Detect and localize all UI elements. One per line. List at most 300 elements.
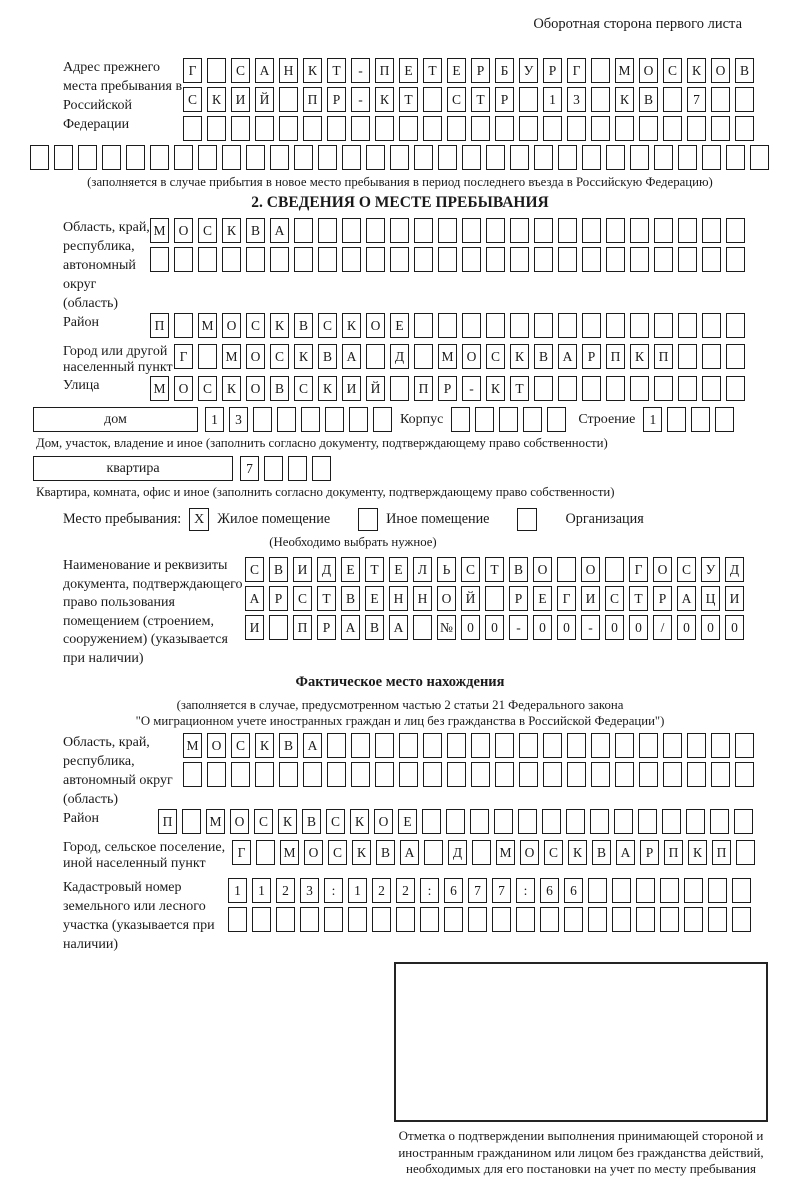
char-cell[interactable] xyxy=(423,87,442,112)
char-cell[interactable]: Р xyxy=(543,58,562,83)
char-cell[interactable]: 0 xyxy=(557,615,576,640)
char-cell[interactable] xyxy=(468,907,487,932)
char-cell[interactable] xyxy=(591,762,610,787)
char-cell[interactable] xyxy=(472,840,491,865)
char-cell[interactable] xyxy=(518,809,537,834)
char-cell[interactable] xyxy=(420,907,439,932)
char-cell[interactable]: П xyxy=(654,344,673,369)
char-cell[interactable] xyxy=(438,247,457,272)
char-cell[interactable]: № xyxy=(437,615,456,640)
char-cell[interactable] xyxy=(702,247,721,272)
char-cell[interactable] xyxy=(246,145,265,170)
char-cell[interactable] xyxy=(150,247,169,272)
char-cell[interactable] xyxy=(564,907,583,932)
char-cell[interactable]: Г xyxy=(629,557,648,582)
char-cell[interactable] xyxy=(636,878,655,903)
char-cell[interactable] xyxy=(732,878,751,903)
char-cell[interactable] xyxy=(451,407,470,432)
char-cell[interactable]: А xyxy=(616,840,635,865)
char-cell[interactable] xyxy=(684,907,703,932)
char-cell[interactable] xyxy=(566,809,585,834)
char-cell[interactable] xyxy=(413,615,432,640)
char-cell[interactable]: 2 xyxy=(372,878,391,903)
char-cell[interactable] xyxy=(264,456,283,481)
char-cell[interactable] xyxy=(726,145,745,170)
char-cell[interactable] xyxy=(735,116,754,141)
char-cell[interactable]: С xyxy=(246,313,265,338)
char-cell[interactable]: К xyxy=(352,840,371,865)
char-cell[interactable] xyxy=(702,344,721,369)
char-cell[interactable]: С xyxy=(447,87,466,112)
char-cell[interactable]: К xyxy=(255,733,274,758)
char-cell[interactable]: С xyxy=(270,344,289,369)
char-cell[interactable]: 0 xyxy=(485,615,504,640)
char-cell[interactable] xyxy=(567,762,586,787)
char-cell[interactable] xyxy=(558,313,577,338)
char-cell[interactable]: А xyxy=(677,586,696,611)
char-cell[interactable] xyxy=(606,376,625,401)
char-cell[interactable]: К xyxy=(303,58,322,83)
char-cell[interactable]: Т xyxy=(399,87,418,112)
char-cell[interactable] xyxy=(438,145,457,170)
char-cell[interactable]: У xyxy=(519,58,538,83)
char-cell[interactable]: 1 xyxy=(543,87,562,112)
char-cell[interactable] xyxy=(630,247,649,272)
char-cell[interactable]: О xyxy=(520,840,539,865)
char-cell[interactable] xyxy=(222,247,241,272)
char-cell[interactable]: 7 xyxy=(687,87,706,112)
char-cell[interactable] xyxy=(534,218,553,243)
char-cell[interactable] xyxy=(708,878,727,903)
char-cell[interactable]: О xyxy=(230,809,249,834)
char-cell[interactable]: С xyxy=(677,557,696,582)
char-cell[interactable] xyxy=(318,247,337,272)
char-cell[interactable] xyxy=(495,116,514,141)
char-cell[interactable]: Д xyxy=(317,557,336,582)
char-cell[interactable]: Г xyxy=(567,58,586,83)
char-cell[interactable]: П xyxy=(712,840,731,865)
char-cell[interactable]: Е xyxy=(365,586,384,611)
char-cell[interactable] xyxy=(591,116,610,141)
char-cell[interactable] xyxy=(711,733,730,758)
char-cell[interactable] xyxy=(614,809,633,834)
char-cell[interactable] xyxy=(534,376,553,401)
char-cell[interactable] xyxy=(591,58,610,83)
char-cell[interactable]: 1 xyxy=(348,878,367,903)
char-cell[interactable] xyxy=(30,145,49,170)
char-cell[interactable]: К xyxy=(207,87,226,112)
char-cell[interactable]: Н xyxy=(389,586,408,611)
char-cell[interactable]: 1 xyxy=(228,878,247,903)
char-cell[interactable]: 2 xyxy=(276,878,295,903)
char-cell[interactable] xyxy=(534,247,553,272)
char-cell[interactable]: Б xyxy=(495,58,514,83)
char-cell[interactable] xyxy=(414,218,433,243)
char-cell[interactable]: Т xyxy=(423,58,442,83)
char-cell[interactable] xyxy=(207,58,226,83)
char-cell[interactable]: В xyxy=(365,615,384,640)
char-cell[interactable] xyxy=(366,247,385,272)
char-cell[interactable] xyxy=(231,762,250,787)
char-cell[interactable] xyxy=(423,733,442,758)
char-cell[interactable] xyxy=(605,557,624,582)
char-cell[interactable]: М xyxy=(222,344,241,369)
char-cell[interactable]: С xyxy=(318,313,337,338)
char-cell[interactable]: 0 xyxy=(533,615,552,640)
char-cell[interactable] xyxy=(183,762,202,787)
char-cell[interactable] xyxy=(558,218,577,243)
char-cell[interactable]: 3 xyxy=(300,878,319,903)
char-cell[interactable]: С xyxy=(486,344,505,369)
char-cell[interactable] xyxy=(475,407,494,432)
char-cell[interactable] xyxy=(342,145,361,170)
char-cell[interactable]: 6 xyxy=(540,878,559,903)
char-cell[interactable] xyxy=(462,313,481,338)
char-cell[interactable] xyxy=(207,116,226,141)
char-cell[interactable]: К xyxy=(342,313,361,338)
char-cell[interactable] xyxy=(663,87,682,112)
char-cell[interactable]: - xyxy=(581,615,600,640)
char-cell[interactable]: В xyxy=(376,840,395,865)
char-cell[interactable] xyxy=(663,762,682,787)
char-cell[interactable] xyxy=(678,145,697,170)
char-cell[interactable]: Р xyxy=(438,376,457,401)
char-cell[interactable] xyxy=(639,733,658,758)
char-cell[interactable]: Й xyxy=(255,87,274,112)
char-cell[interactable]: О xyxy=(374,809,393,834)
char-cell[interactable] xyxy=(444,907,463,932)
char-cell[interactable]: О xyxy=(581,557,600,582)
char-cell[interactable] xyxy=(422,809,441,834)
char-cell[interactable] xyxy=(471,762,490,787)
char-cell[interactable]: О xyxy=(174,218,193,243)
char-cell[interactable] xyxy=(366,145,385,170)
char-cell[interactable] xyxy=(735,733,754,758)
char-cell[interactable] xyxy=(543,733,562,758)
char-cell[interactable] xyxy=(198,247,217,272)
char-cell[interactable]: К xyxy=(687,58,706,83)
char-cell[interactable] xyxy=(715,407,734,432)
char-cell[interactable]: М xyxy=(496,840,515,865)
char-cell[interactable]: С xyxy=(254,809,273,834)
char-cell[interactable] xyxy=(471,116,490,141)
char-cell[interactable] xyxy=(222,145,241,170)
char-cell[interactable] xyxy=(639,762,658,787)
char-cell[interactable] xyxy=(303,116,322,141)
char-cell[interactable] xyxy=(318,218,337,243)
char-cell[interactable]: 3 xyxy=(567,87,586,112)
char-cell[interactable] xyxy=(462,145,481,170)
char-cell[interactable]: К xyxy=(486,376,505,401)
char-cell[interactable]: Е xyxy=(399,58,418,83)
char-cell[interactable]: П xyxy=(664,840,683,865)
char-cell[interactable] xyxy=(375,733,394,758)
char-cell[interactable] xyxy=(495,762,514,787)
char-cell[interactable] xyxy=(174,145,193,170)
char-cell[interactable] xyxy=(423,116,442,141)
char-cell[interactable] xyxy=(485,586,504,611)
char-cell[interactable]: С xyxy=(231,58,250,83)
char-cell[interactable] xyxy=(438,313,457,338)
char-cell[interactable] xyxy=(510,145,529,170)
char-cell[interactable]: Р xyxy=(327,87,346,112)
char-cell[interactable]: Д xyxy=(448,840,467,865)
char-cell[interactable] xyxy=(390,247,409,272)
char-cell[interactable]: 1 xyxy=(205,407,224,432)
char-cell[interactable]: И xyxy=(725,586,744,611)
char-cell[interactable]: К xyxy=(688,840,707,865)
char-cell[interactable]: П xyxy=(293,615,312,640)
char-cell[interactable]: 6 xyxy=(564,878,583,903)
char-cell[interactable] xyxy=(567,116,586,141)
char-cell[interactable]: В xyxy=(592,840,611,865)
char-cell[interactable] xyxy=(582,376,601,401)
char-cell[interactable]: Г xyxy=(174,344,193,369)
char-cell[interactable] xyxy=(615,116,634,141)
char-cell[interactable] xyxy=(470,809,489,834)
char-cell[interactable] xyxy=(732,907,751,932)
checkbox-inoe-pomeshchenie[interactable] xyxy=(358,508,378,531)
char-cell[interactable]: - xyxy=(351,87,370,112)
char-cell[interactable]: О xyxy=(246,376,265,401)
char-cell[interactable] xyxy=(590,809,609,834)
char-cell[interactable] xyxy=(351,733,370,758)
char-cell[interactable] xyxy=(606,247,625,272)
char-cell[interactable]: О xyxy=(174,376,193,401)
char-cell[interactable]: В xyxy=(534,344,553,369)
char-cell[interactable] xyxy=(318,145,337,170)
char-cell[interactable]: С xyxy=(294,376,313,401)
char-cell[interactable]: О xyxy=(437,586,456,611)
char-cell[interactable] xyxy=(654,313,673,338)
char-cell[interactable]: 1 xyxy=(643,407,662,432)
char-cell[interactable] xyxy=(523,407,542,432)
char-cell[interactable] xyxy=(558,376,577,401)
char-cell[interactable]: А xyxy=(558,344,577,369)
char-cell[interactable]: 7 xyxy=(492,878,511,903)
char-cell[interactable] xyxy=(630,218,649,243)
char-cell[interactable]: С xyxy=(544,840,563,865)
char-cell[interactable]: Р xyxy=(317,615,336,640)
char-cell[interactable] xyxy=(606,218,625,243)
char-cell[interactable] xyxy=(702,313,721,338)
char-cell[interactable] xyxy=(372,907,391,932)
char-cell[interactable] xyxy=(327,116,346,141)
char-cell[interactable]: С xyxy=(183,87,202,112)
checkbox-organizatsiya[interactable] xyxy=(517,508,537,531)
char-cell[interactable] xyxy=(447,762,466,787)
char-cell[interactable] xyxy=(519,116,538,141)
char-cell[interactable]: 0 xyxy=(725,615,744,640)
char-cell[interactable] xyxy=(510,218,529,243)
char-cell[interactable] xyxy=(54,145,73,170)
char-cell[interactable]: - xyxy=(509,615,528,640)
char-cell[interactable]: К xyxy=(294,344,313,369)
char-cell[interactable] xyxy=(399,762,418,787)
char-cell[interactable] xyxy=(447,733,466,758)
char-cell[interactable]: Т xyxy=(317,586,336,611)
char-cell[interactable] xyxy=(303,762,322,787)
char-cell[interactable] xyxy=(342,247,361,272)
char-cell[interactable] xyxy=(736,840,755,865)
char-cell[interactable] xyxy=(654,376,673,401)
char-cell[interactable]: В xyxy=(735,58,754,83)
char-cell[interactable]: 0 xyxy=(677,615,696,640)
char-cell[interactable] xyxy=(519,87,538,112)
char-cell[interactable]: К xyxy=(350,809,369,834)
char-cell[interactable]: Е xyxy=(447,58,466,83)
char-cell[interactable] xyxy=(294,145,313,170)
char-cell[interactable]: 0 xyxy=(605,615,624,640)
char-cell[interactable] xyxy=(324,907,343,932)
char-cell[interactable]: Р xyxy=(269,586,288,611)
char-cell[interactable]: Р xyxy=(471,58,490,83)
char-cell[interactable] xyxy=(591,87,610,112)
char-cell[interactable] xyxy=(174,247,193,272)
char-cell[interactable] xyxy=(325,407,344,432)
char-cell[interactable]: О xyxy=(207,733,226,758)
char-cell[interactable] xyxy=(558,145,577,170)
char-cell[interactable] xyxy=(269,615,288,640)
char-cell[interactable] xyxy=(174,313,193,338)
char-cell[interactable] xyxy=(702,218,721,243)
char-cell[interactable] xyxy=(207,762,226,787)
char-cell[interactable]: П xyxy=(375,58,394,83)
char-cell[interactable] xyxy=(348,907,367,932)
char-cell[interactable] xyxy=(423,762,442,787)
char-cell[interactable]: С xyxy=(245,557,264,582)
char-cell[interactable]: Е xyxy=(398,809,417,834)
char-cell[interactable]: Р xyxy=(509,586,528,611)
char-cell[interactable]: К xyxy=(510,344,529,369)
char-cell[interactable] xyxy=(294,218,313,243)
char-cell[interactable]: О xyxy=(711,58,730,83)
char-cell[interactable] xyxy=(726,376,745,401)
char-cell[interactable] xyxy=(351,762,370,787)
char-cell[interactable]: Т xyxy=(327,58,346,83)
char-cell[interactable] xyxy=(390,145,409,170)
char-cell[interactable]: С xyxy=(605,586,624,611)
char-cell[interactable]: П xyxy=(303,87,322,112)
char-cell[interactable]: С xyxy=(326,809,345,834)
char-cell[interactable] xyxy=(588,907,607,932)
char-cell[interactable]: 7 xyxy=(468,878,487,903)
char-cell[interactable]: / xyxy=(653,615,672,640)
char-cell[interactable] xyxy=(366,218,385,243)
char-cell[interactable] xyxy=(654,247,673,272)
char-cell[interactable] xyxy=(486,218,505,243)
char-cell[interactable] xyxy=(492,907,511,932)
char-cell[interactable] xyxy=(750,145,769,170)
char-cell[interactable] xyxy=(726,313,745,338)
char-cell[interactable] xyxy=(494,809,513,834)
char-cell[interactable] xyxy=(198,145,217,170)
char-cell[interactable] xyxy=(495,733,514,758)
char-cell[interactable] xyxy=(588,878,607,903)
char-cell[interactable] xyxy=(471,733,490,758)
char-cell[interactable]: М xyxy=(438,344,457,369)
char-cell[interactable] xyxy=(447,116,466,141)
char-cell[interactable]: П xyxy=(150,313,169,338)
char-cell[interactable] xyxy=(711,87,730,112)
char-cell[interactable] xyxy=(606,145,625,170)
char-cell[interactable]: А xyxy=(342,344,361,369)
char-cell[interactable]: Р xyxy=(495,87,514,112)
char-cell[interactable] xyxy=(630,313,649,338)
char-cell[interactable] xyxy=(591,733,610,758)
char-cell[interactable] xyxy=(231,116,250,141)
char-cell[interactable] xyxy=(534,145,553,170)
char-cell[interactable]: 0 xyxy=(461,615,480,640)
char-cell[interactable]: Й xyxy=(366,376,385,401)
char-cell[interactable]: А xyxy=(245,586,264,611)
char-cell[interactable]: К xyxy=(318,376,337,401)
char-cell[interactable] xyxy=(547,407,566,432)
char-cell[interactable]: О xyxy=(304,840,323,865)
char-cell[interactable]: В xyxy=(270,376,289,401)
char-cell[interactable]: Ц xyxy=(701,586,720,611)
char-cell[interactable]: С xyxy=(461,557,480,582)
char-cell[interactable] xyxy=(582,247,601,272)
char-cell[interactable] xyxy=(279,116,298,141)
char-cell[interactable]: М xyxy=(206,809,225,834)
char-cell[interactable] xyxy=(542,809,561,834)
char-cell[interactable]: Г xyxy=(183,58,202,83)
char-cell[interactable]: Т xyxy=(485,557,504,582)
char-cell[interactable]: К xyxy=(375,87,394,112)
char-cell[interactable] xyxy=(183,116,202,141)
char-cell[interactable] xyxy=(735,87,754,112)
char-cell[interactable]: А xyxy=(255,58,274,83)
char-cell[interactable] xyxy=(662,809,681,834)
char-cell[interactable]: Т xyxy=(365,557,384,582)
char-cell[interactable] xyxy=(276,907,295,932)
char-cell[interactable]: М xyxy=(183,733,202,758)
char-cell[interactable] xyxy=(667,407,686,432)
char-cell[interactable] xyxy=(373,407,392,432)
char-cell[interactable]: 1 xyxy=(252,878,271,903)
char-cell[interactable] xyxy=(543,762,562,787)
char-cell[interactable]: В xyxy=(279,733,298,758)
char-cell[interactable] xyxy=(678,344,697,369)
char-cell[interactable] xyxy=(288,456,307,481)
char-cell[interactable]: В xyxy=(318,344,337,369)
char-cell[interactable] xyxy=(510,247,529,272)
char-cell[interactable] xyxy=(462,247,481,272)
char-cell[interactable] xyxy=(691,407,710,432)
char-cell[interactable]: Ь xyxy=(437,557,456,582)
char-cell[interactable]: Д xyxy=(725,557,744,582)
char-cell[interactable]: В xyxy=(269,557,288,582)
char-cell[interactable] xyxy=(678,218,697,243)
char-cell[interactable]: К xyxy=(568,840,587,865)
char-cell[interactable] xyxy=(636,907,655,932)
char-cell[interactable] xyxy=(612,907,631,932)
char-cell[interactable]: С xyxy=(328,840,347,865)
char-cell[interactable] xyxy=(486,313,505,338)
char-cell[interactable] xyxy=(438,218,457,243)
char-cell[interactable]: К xyxy=(615,87,634,112)
char-cell[interactable]: Т xyxy=(629,586,648,611)
checkbox-zhiloe-pomeshchenie[interactable]: X xyxy=(189,508,209,531)
char-cell[interactable] xyxy=(414,145,433,170)
char-cell[interactable]: Е xyxy=(390,313,409,338)
char-cell[interactable] xyxy=(516,907,535,932)
char-cell[interactable] xyxy=(252,907,271,932)
char-cell[interactable]: С xyxy=(663,58,682,83)
char-cell[interactable]: С xyxy=(231,733,250,758)
char-cell[interactable] xyxy=(414,313,433,338)
